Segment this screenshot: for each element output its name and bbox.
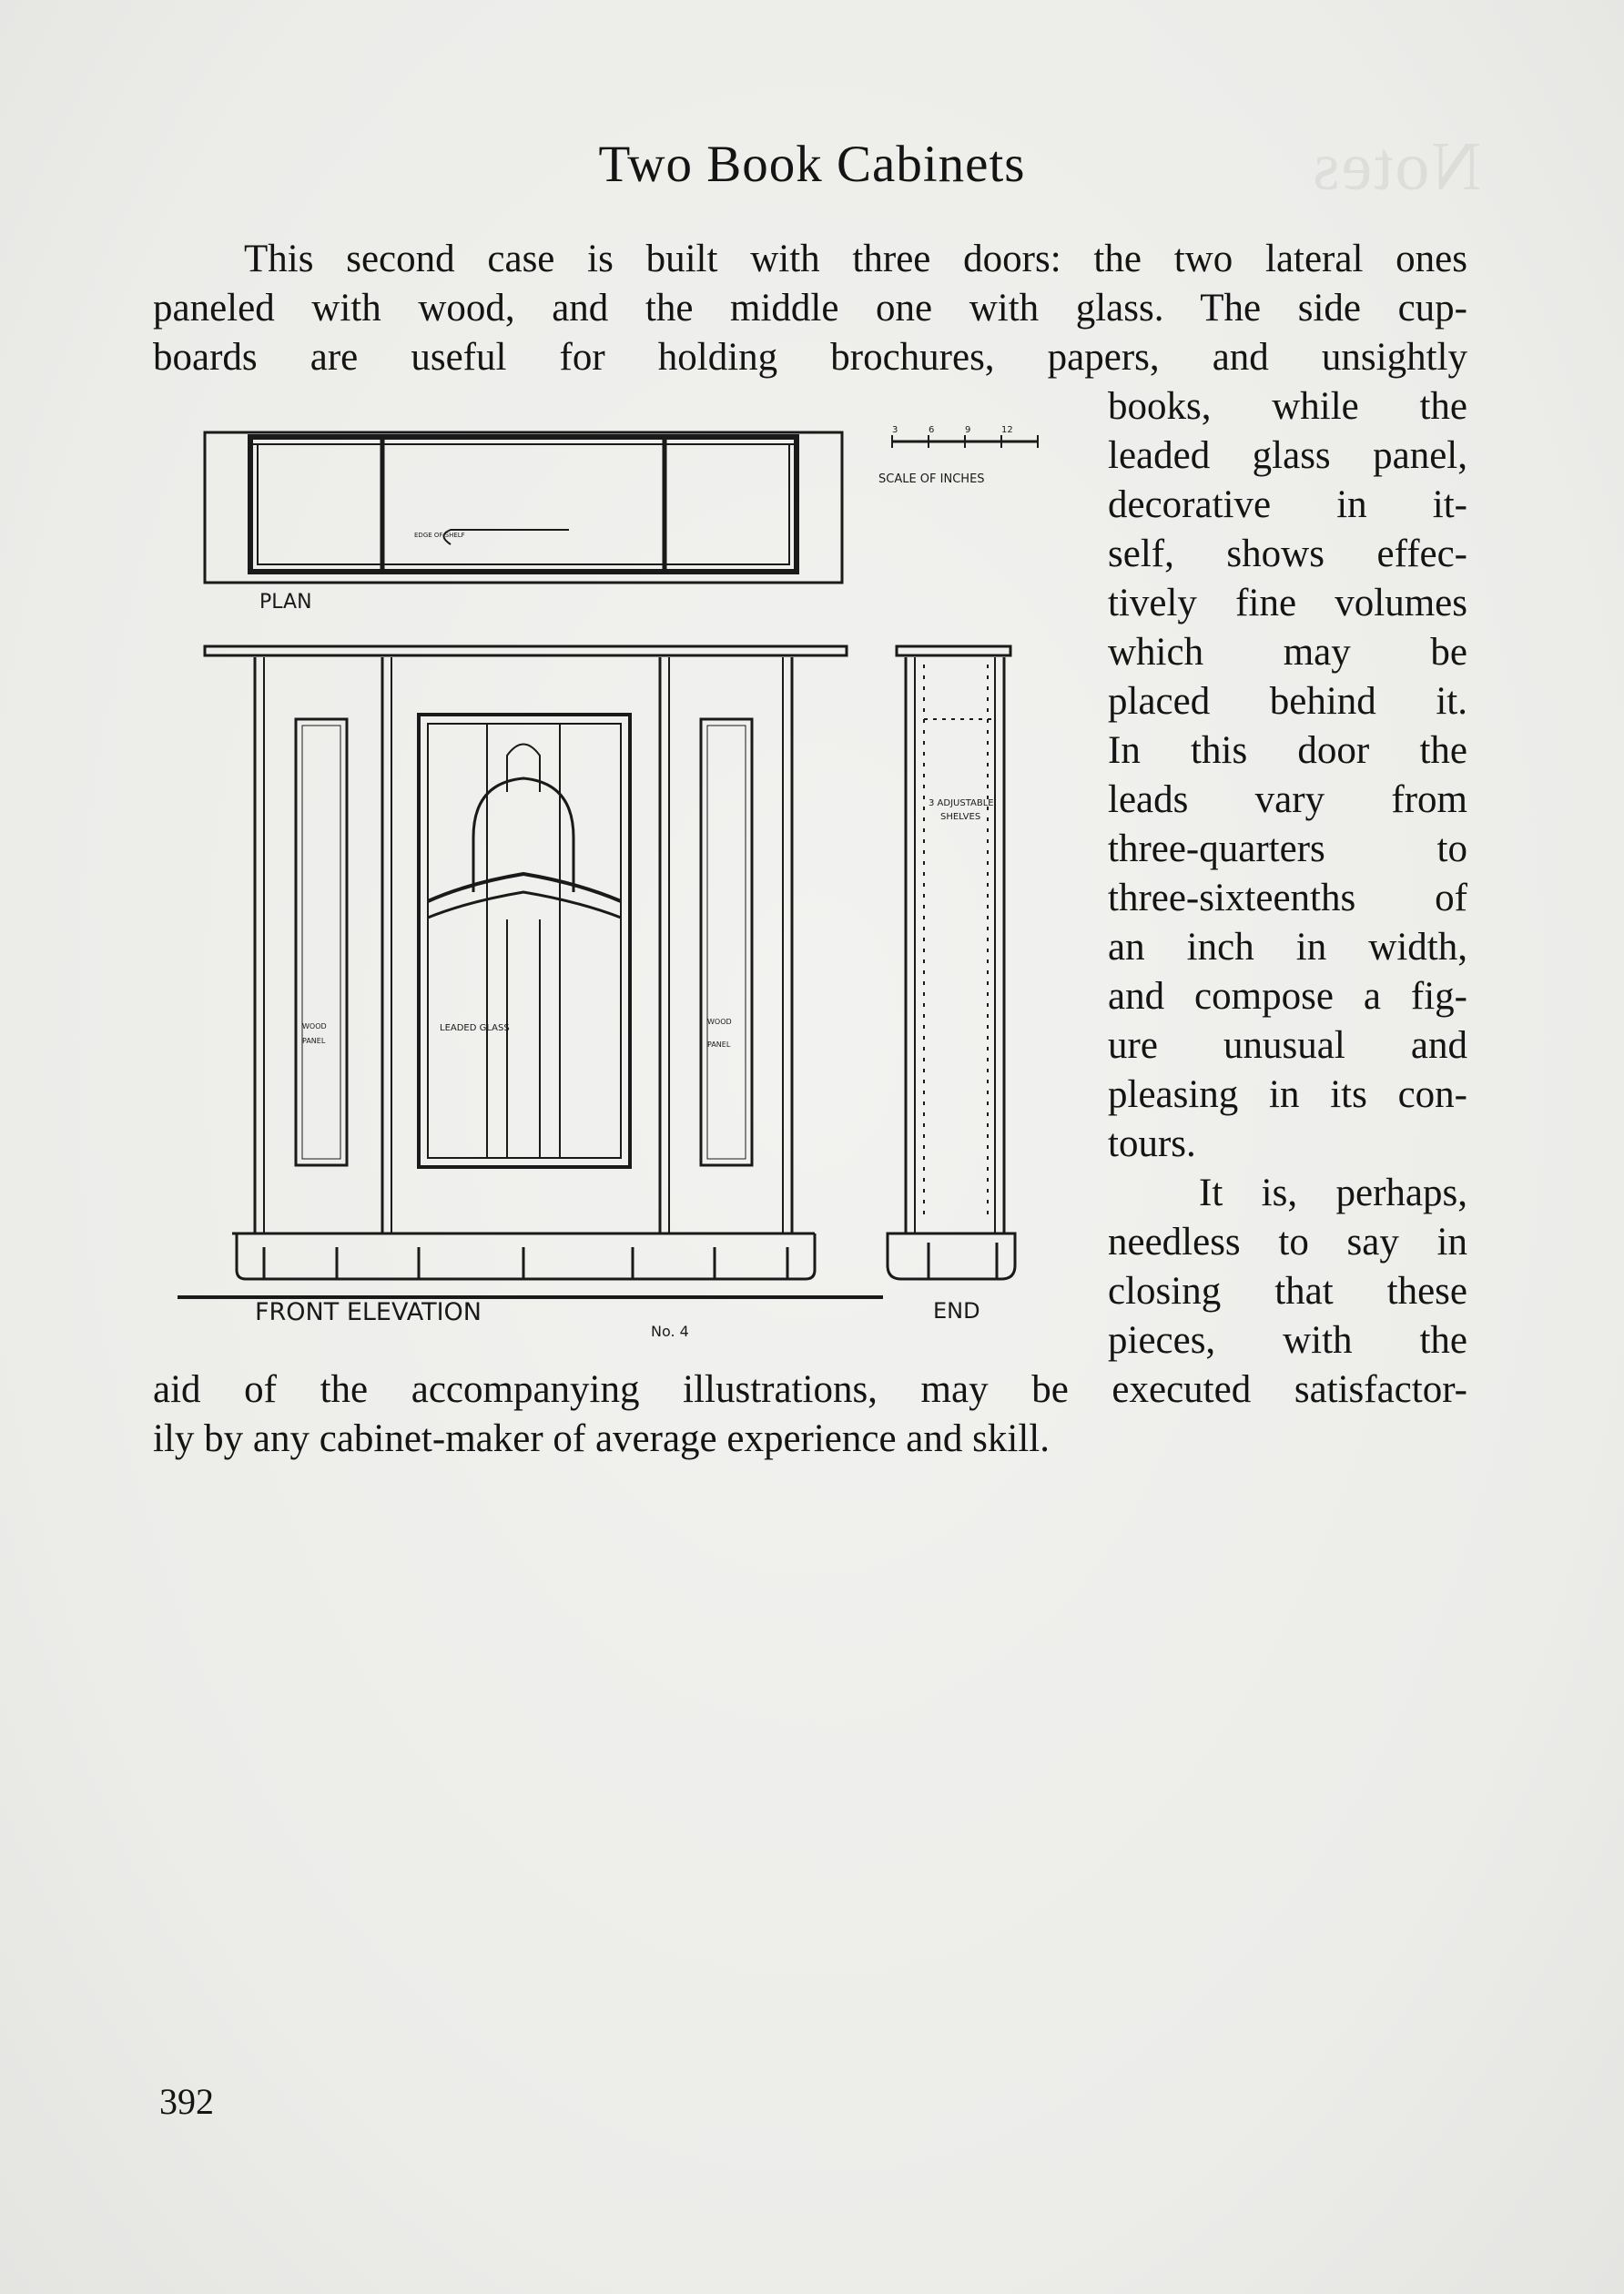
front-elevation [178, 646, 883, 1297]
column-line: It is, perhaps, [1199, 1172, 1467, 1214]
column-line: self, shows effec- [1108, 533, 1467, 575]
end-label: END [933, 1298, 980, 1324]
plan-label: PLAN [259, 591, 312, 614]
column-line: tours. [1108, 1122, 1196, 1165]
scale-tick: 6 [929, 425, 935, 435]
leaded-glass-label: LEADED GLASS [440, 1023, 510, 1033]
show-through-heading: Notes [1311, 128, 1482, 205]
paragraph-line: paneled with wood, and the middle one with glass. The side cup- [153, 287, 1467, 330]
column-line: leaded glass panel, [1108, 434, 1467, 477]
wood-panel-label: PANEL [302, 1037, 326, 1045]
column-line: decorative in it- [1108, 483, 1467, 526]
column-line: In this door the [1108, 729, 1467, 772]
column-line: ure unusual and [1108, 1024, 1467, 1067]
column-line: books, while the [1108, 385, 1467, 428]
paragraph-line: This second case is built with three doors: the two lateral ones [244, 238, 1467, 280]
wood-panel-label: WOOD [707, 1018, 732, 1026]
scale-bar [892, 435, 1038, 448]
scale-tick: 3 [892, 425, 898, 435]
paragraph-line: ily by any cabinet-maker of average experience and skill. [153, 1417, 1050, 1460]
paragraph-line: aid of the accompanying illustrations, may be executed satisfactor- [153, 1368, 1467, 1411]
front-elevation-label: FRONT ELEVATION [255, 1298, 482, 1326]
column-line: needless to say in [1108, 1221, 1467, 1264]
column-line: and compose a fig- [1108, 975, 1467, 1018]
scale-tick: 12 [1001, 425, 1013, 435]
column-line: an inch in width, [1108, 926, 1467, 969]
wood-panel-label: PANEL [707, 1040, 731, 1049]
figure-number: No. 4 [651, 1323, 689, 1340]
page-number: 392 [159, 2081, 214, 2122]
column-line: which may be [1108, 631, 1467, 674]
column-line: three-quarters to [1108, 827, 1467, 870]
column-line: leads vary from [1108, 778, 1467, 821]
column-line: tively fine volumes [1108, 582, 1467, 624]
paragraph-line: boards are useful for holding brochures, papers, and unsightly [153, 336, 1467, 379]
cabinet-drawing-svg [178, 419, 1097, 1347]
wood-panel-label: WOOD [302, 1022, 327, 1030]
adjustable-label: SHELVES [940, 812, 981, 822]
shelf-note: EDGE OF SHELF [414, 532, 465, 539]
adjustable-label: 3 ADJUSTABLE [929, 798, 994, 808]
scale-label: SCALE OF INCHES [878, 472, 985, 486]
column-line: closing that these [1108, 1270, 1467, 1313]
column-line: three-sixteenths of [1108, 877, 1467, 919]
plan-view [205, 432, 842, 583]
page-title: Two Book Cabinets [598, 136, 1026, 193]
column-line: pieces, with the [1108, 1319, 1467, 1362]
scale-tick: 9 [965, 425, 971, 435]
end-view [888, 646, 1015, 1279]
column-line: pleasing in its con- [1108, 1073, 1467, 1116]
column-line: placed behind it. [1108, 680, 1467, 723]
cabinet-drawing [178, 419, 1097, 1347]
